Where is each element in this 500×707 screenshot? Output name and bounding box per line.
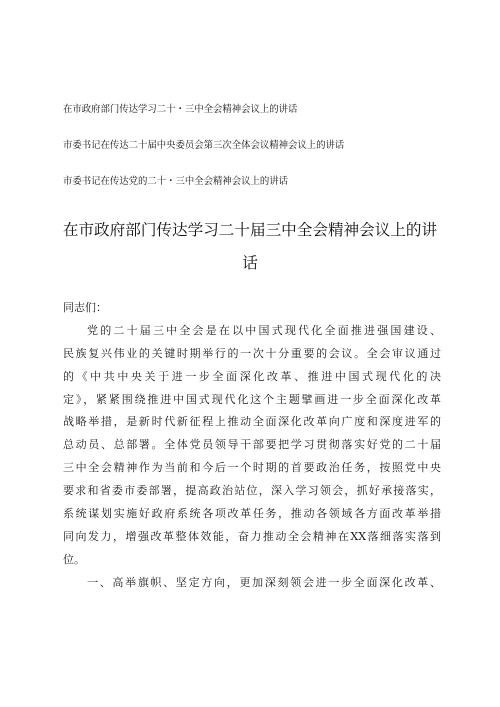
body-line-1: 党的二十届三中全会是在以中国式现代化全面推进强国建设、 xyxy=(87,323,441,337)
body-line-11: 位。 xyxy=(63,552,85,566)
body-line-4: 定》，紧紧围绕推进中国式现代化这个主题擘画进一步全面深化改革 xyxy=(63,392,441,406)
document-title xyxy=(50,214,450,280)
title-line-2: 话 xyxy=(242,254,258,272)
section-heading-1: 一、高举旗帜、坚定方向，更加深刻领会进一步全面深化改革、 xyxy=(87,575,441,589)
body-line-8: 要求和省委市委部署，提高政治站位，深入学习领会，抓好承接落实， xyxy=(63,484,441,498)
body-line-3: 的《中共中央关于进一步全面深化改革、推进中国式现代化的决 xyxy=(63,369,441,383)
salutation: 同志们： xyxy=(63,301,107,314)
body-line-2: 民族复兴伟业的关键时期举行的一次十分重要的会议。全会审议通过 xyxy=(63,346,441,360)
body-line-5: 战略举措，是新时代新征程上推动全面深化改革向广度和深度进军的 xyxy=(63,415,441,429)
document-body xyxy=(63,297,441,595)
body-line-7: 三中全会精神作为当前和今后一个时期的首要政治任务，按照党中央 xyxy=(63,461,441,475)
table-of-contents xyxy=(63,103,463,211)
body-line-10: 同向发力，增强改革整体效能，奋力推动全会精神在XX落细落实落到 xyxy=(63,529,441,543)
toc-item-3[interactable]: 市委书记在传达党的二十・三中全会精神会议上的讲话 xyxy=(63,176,289,187)
toc-item-1[interactable]: 在市政府部门传达学习二十・三中全会精神会议上的讲话 xyxy=(63,104,298,115)
body-line-6: 总动员、总部署。全体党员领导干部要把学习贯彻落实好党的二十届 xyxy=(63,438,441,452)
toc-item-2[interactable]: 市委书记在传达二十届中央委员会第三次全体会议精神会议上的讲话 xyxy=(63,140,345,151)
body-line-9: 系统谋划实施好政府系统各项改革任务，推动各领域各方面改革举措 xyxy=(63,507,441,521)
title-line-1: 在市政府部门传达学习二十届三中全会精神会议上的讲 xyxy=(62,221,438,239)
